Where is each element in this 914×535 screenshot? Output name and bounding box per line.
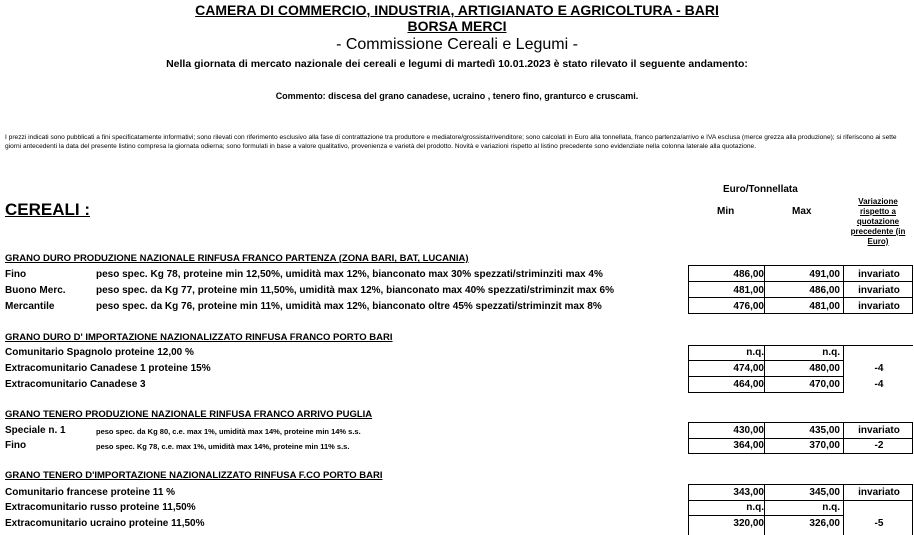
row-label: Mercantile (5, 301, 55, 312)
price-min: 474,00 (733, 363, 764, 374)
price-min: n.q. (746, 347, 764, 358)
row-divider (688, 500, 913, 501)
market-comment: Commento: discesa del grano canadese, ucraino , tenero fino, granturco e cruscami. (275, 91, 639, 101)
price-min: 476,00 (733, 301, 764, 312)
price-variation: -4 (874, 363, 884, 374)
commission-title: - Commissione Cereali e Legumi - (336, 36, 578, 53)
price-max: 491,00 (809, 269, 840, 280)
row-divider (688, 281, 913, 282)
row-description: peso spec. da Kg 77, proteine min 11,50%, umidità max 12%, bianconato max 40% spezzati/striminzit max 6% (96, 285, 614, 296)
cereali-heading: CEREALI : (5, 200, 90, 219)
section-title: GRANO DURO D' IMPORTAZIONE NAZIONALIZZATO RINFUSA FRANCO PORTO BARI (5, 332, 393, 343)
price-variation: -2 (874, 440, 884, 451)
row-label: Speciale n. 1 (5, 425, 66, 436)
price-variation: invariato (858, 285, 900, 296)
price-variation: invariato (858, 301, 900, 312)
price-max: 370,00 (809, 440, 840, 451)
row-divider (688, 392, 844, 393)
max-column-header: Max (792, 206, 812, 217)
unit-header: Euro/Tonnellata (723, 184, 798, 195)
price-max: 480,00 (809, 363, 840, 374)
price-max: 326,00 (809, 518, 840, 529)
price-min: 320,00 (733, 518, 764, 529)
price-min: 481,00 (733, 285, 764, 296)
row-label: Extracomunitario Canadese 3 (5, 379, 146, 390)
header-subtitle: BORSA MERCI (407, 18, 507, 34)
row-description: peso spec. Kg 78, c.e. max 1%, umidità max 14%, proteine min 11% s.s. (96, 442, 350, 451)
section-title: GRANO TENERO D'IMPORTAZIONE NAZIONALIZZATO RINFUSA F.CO PORTO BARI (5, 470, 383, 481)
disclaimer-text: I prezzi indicati sono pubblicati a fini specificatamente informativi; sono rilevati con riferimento esclusivo alla fase di contrattazione tra produttore e mediatore/grossista/rivenditore; sono calcolati in Euro alla tonnellata, franco partenza/arrivo e IVA esclusa (merce grezza alla produzione); si riferiscono ai sette giorni antecedenti la data del presente listino compresa la giornata odierna; sono formulati in base a valore qualitativo, provenienza e varietà del prodotto. Novità e variazioni rispetto al listino precedente sono evidenziate nella colonna laterale alla quotazione. (5, 134, 897, 150)
price-variation: -5 (874, 518, 884, 529)
row-divider (688, 515, 844, 516)
row-label: Fino (5, 440, 27, 451)
row-label: Extracomunitario russo proteine 11,50% (5, 502, 196, 513)
price-max: 481,00 (809, 301, 840, 312)
price-min: 430,00 (733, 425, 764, 436)
price-min: 464,00 (733, 379, 764, 390)
price-min: 343,00 (733, 487, 764, 498)
min-column-header: Min (717, 206, 735, 217)
row-label: Buono Merc. (5, 285, 66, 296)
row-label: Extracomunitario ucraino proteine 11,50% (5, 518, 205, 529)
row-divider (688, 360, 844, 361)
intro-text: Nella giornata di mercato nazionale dei cereali e legumi di martedì 10.01.2023 è stato rilevato il seguente andamento: (166, 58, 748, 70)
row-divider (688, 297, 913, 298)
price-variation: invariato (858, 269, 900, 280)
section-title: GRANO DURO PRODUZIONE NAZIONALE RINFUSA FRANCO PARTENZA (ZONA BARI, BAT, LUCANIA) (5, 253, 469, 264)
price-max: n.q. (822, 347, 840, 358)
row-divider (688, 376, 844, 377)
row-divider (688, 438, 913, 439)
price-max: 470,00 (809, 379, 840, 390)
price-min: 486,00 (733, 269, 764, 280)
row-label: Comunitario francese proteine 11 % (5, 487, 176, 498)
variation-column-header: Variazione rispetto a quotazione precedente (in Euro) (850, 197, 906, 246)
price-max: n.q. (822, 502, 840, 513)
row-description: peso spec. da Kg 76, proteine min 11%, umidità max 12%, bianconato oltre 45% spezzati/striminzit max 8% (96, 301, 602, 312)
price-max: 486,00 (809, 285, 840, 296)
row-label: Comunitario Spagnolo proteine 12,00 % (5, 347, 194, 358)
price-variation: invariato (858, 487, 900, 498)
row-label: Extracomunitario Canadese 1 proteine 15% (5, 363, 211, 374)
price-variation: invariato (858, 425, 900, 436)
price-min: n.q. (746, 502, 764, 513)
row-description: peso spec. da Kg 80, c.e. max 1%, umidità max 14%, proteine min 14% s.s. (96, 427, 361, 436)
price-max: 435,00 (809, 425, 840, 436)
row-label: Fino (5, 269, 27, 280)
section-title: GRANO TENERO PRODUZIONE NAZIONALE RINFUSA FRANCO ARRIVO PUGLIA (5, 409, 373, 420)
price-variation: -4 (874, 379, 884, 390)
price-min: 364,00 (733, 440, 764, 451)
row-description: peso spec. Kg 78, proteine min 12,50%, umidità max 12%, bianconato max 30% spezzati/striminziti max 4% (96, 269, 603, 280)
price-max: 345,00 (809, 487, 840, 498)
header-title: CAMERA DI COMMERCIO, INDUSTRIA, ARTIGIANATO E AGRICOLTURA - BARI (195, 2, 719, 18)
